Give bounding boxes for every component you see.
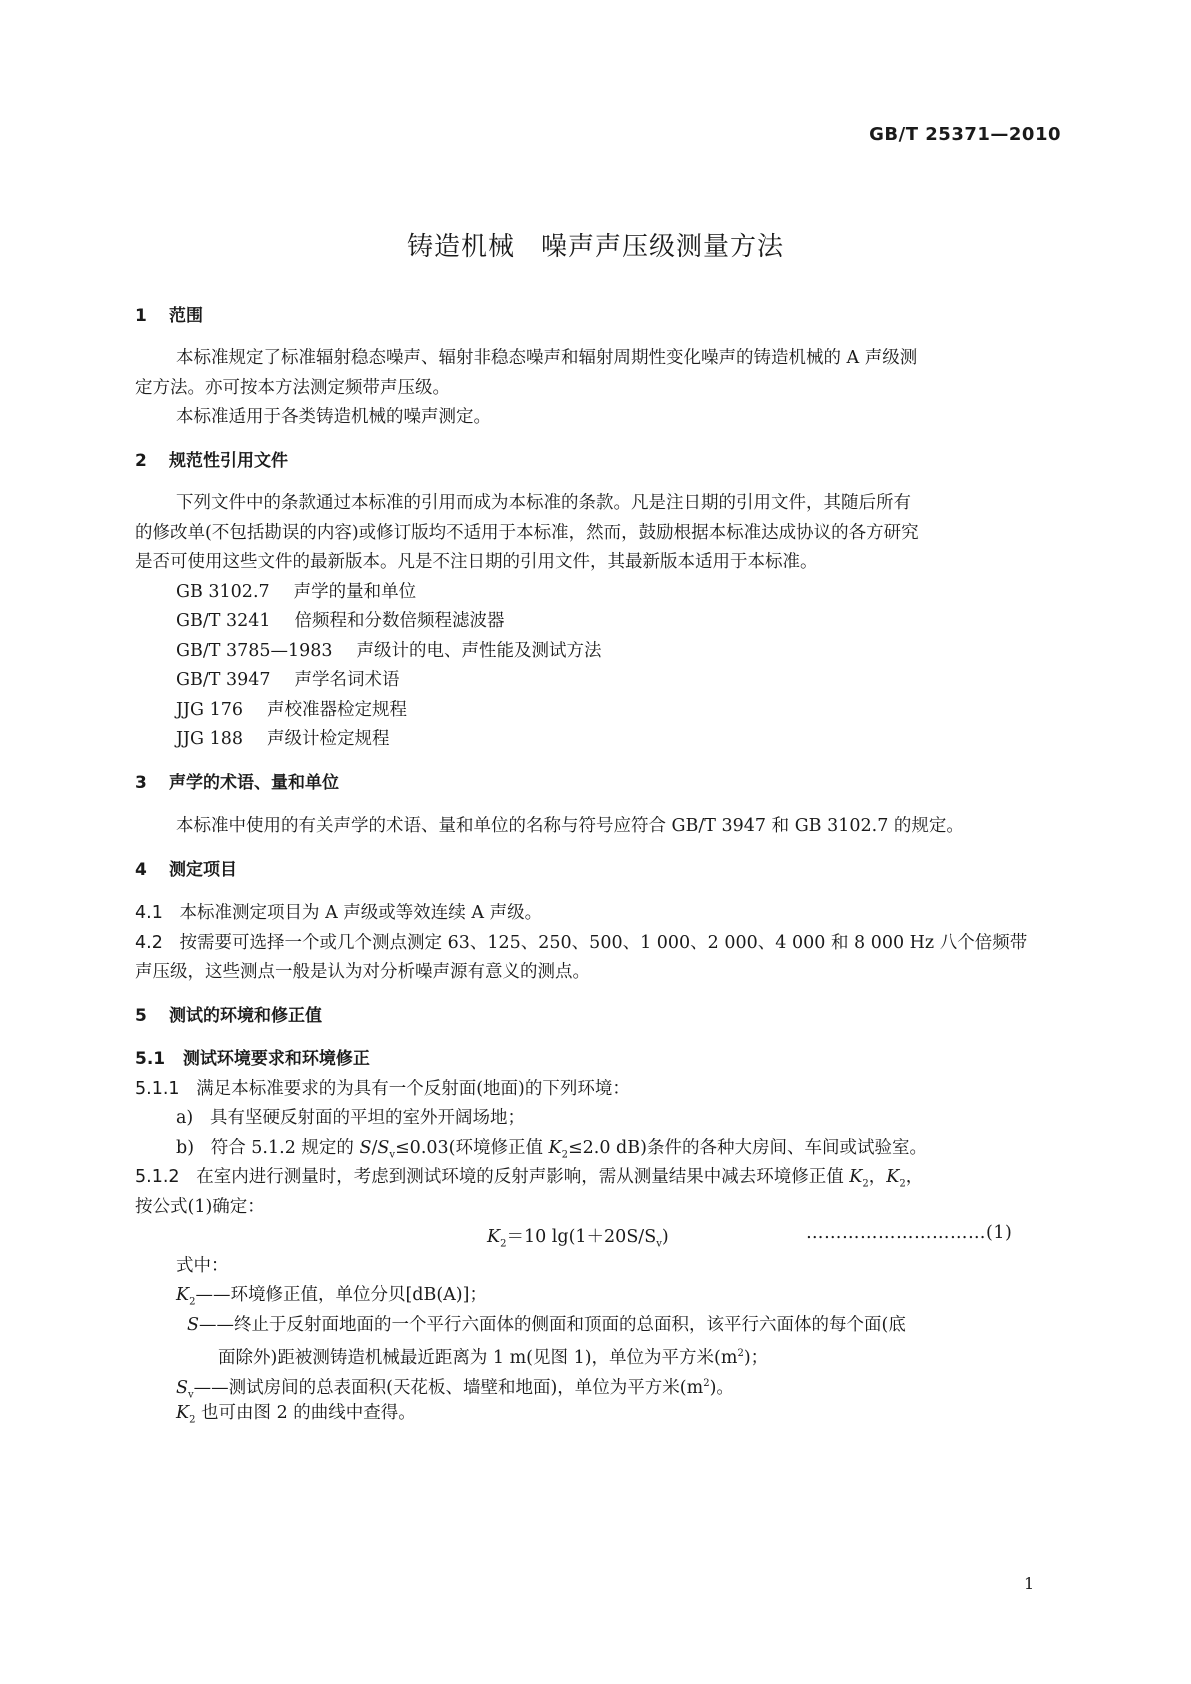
page-title [0,226,1191,263]
definition-sv: $S_v——$测试房间的总表面积(天花板、墙壁和地面)，单位为平方米$(m^2)$。 [176,1377,734,1401]
clause-5-1-2-line-2: 按公式(1)确定： [135,1197,265,1217]
formula-number: …………………………(1) [806,1223,1013,1243]
section-4-heading: 4 测定项目 [135,860,237,880]
formula-1: $K_2=10$ $\lg(1+20S/S_v)$ [487,1227,669,1250]
clause-5-1-2-line-1: 5.1.2 在室内进行测量时，考虑到测试环境的反射声影响，需从测量结果中减去环境修正值 $K_2$，$K_2$， [135,1167,924,1190]
reference-item: GB 3102.7 声学的量和单位 [176,582,417,602]
section-1-heading: 1 范围 [135,306,203,326]
s1-paragraph-2: 本标准适用于各类铸造机械的噪声测定。 [176,407,491,427]
section-3-heading: 3 声学的术语、量和单位 [135,773,339,793]
s1-paragraph-1-line-2: 定方法。亦可按本方法测定频带声压级。 [135,378,450,398]
definition-s-line-1: S——终止于反射面地面的一个平行六面体的侧面和顶面的总面积，该平行六面体的每个面(底 [187,1315,906,1335]
reference-item: JJG 176 声校准器检定规程 [176,700,407,720]
where-label: 式中： [176,1256,229,1276]
clause-4-2-line-1: 4.2 按需要可选择一个或几个测点测定 63、125、250、500、1 000、2 000、4 000 和 8 000 Hz 八个倍频带 [135,933,1028,953]
title-part-2: 噪声声压级测量方法 [541,232,785,262]
clause-4-1: 4.1 本标准测定项目为 A 声级或等效连续 A 声级。 [135,903,543,923]
reference-item: GB/T 3785—1983 声级计的电、声性能及测试方法 [176,641,602,661]
title-part-1: 铸造机械 [406,232,515,262]
s2-paragraph-line-2: 的修改单(不包括勘误的内容)或修订版均不适用于本标准，然而，鼓励根据本标准达成协议的各方研究 [135,523,919,543]
k2-note: $K_2$ 也可由图 2 的曲线中查得。 [176,1403,416,1426]
page-number: 1 [1024,1574,1035,1593]
standard-number: GB/T 25371—2010 [869,124,1061,145]
list-item-b: b) 符合 5.1.2 规定的 $S/S_v\le 0.03$(环境修正值 $K_2\le 2.0$ dB)条件的各种大房间、车间或试验室。 [176,1138,927,1161]
reference-item: JJG 188 声级计检定规程 [176,729,390,749]
reference-item: GB/T 3241 倍频程和分数倍频程滤波器 [176,611,505,631]
section-5-heading: 5 测试的环境和修正值 [135,1006,322,1026]
s2-paragraph-line-3: 是否可使用这些文件的最新版本。凡是不注日期的引用文件，其最新版本适用于本标准。 [135,552,818,572]
section-5-1-heading: 5.1 测试环境要求和环境修正 [135,1049,370,1069]
s2-paragraph-line-1: 下列文件中的条款通过本标准的引用而成为本标准的条款。凡是注日期的引用文件，其随后所有 [176,493,911,513]
list-item-a: a) 具有坚硬反射面的平坦的室外开阔场地； [176,1108,525,1128]
clause-4-2-line-2: 声压级，这些测点一般是认为对分析噪声源有意义的测点。 [135,962,590,982]
clause-5-1-1: 5.1.1 满足本标准要求的为具有一个反射面(地面)的下列环境： [135,1079,630,1099]
definition-s-line-2: 面除外)距被测铸造机械最近距离为 1 m(见图 1)，单位为平方米$(m^2)$； [218,1347,769,1368]
reference-item: GB/T 3947 声学名词术语 [176,670,400,690]
s3-paragraph: 本标准中使用的有关声学的术语、量和单位的名称与符号应符合 GB/T 3947 和 GB 3102.7 的规定。 [176,816,964,836]
s1-paragraph-1-line-1: 本标准规定了标准辐射稳态噪声、辐射非稳态噪声和辐射周期性变化噪声的铸造机械的 A 声级测 [176,348,918,368]
definition-k2: $K_2——$环境修正值，单位分贝[dB(A)]； [176,1285,487,1308]
section-2-heading: 2 规范性引用文件 [135,451,288,471]
